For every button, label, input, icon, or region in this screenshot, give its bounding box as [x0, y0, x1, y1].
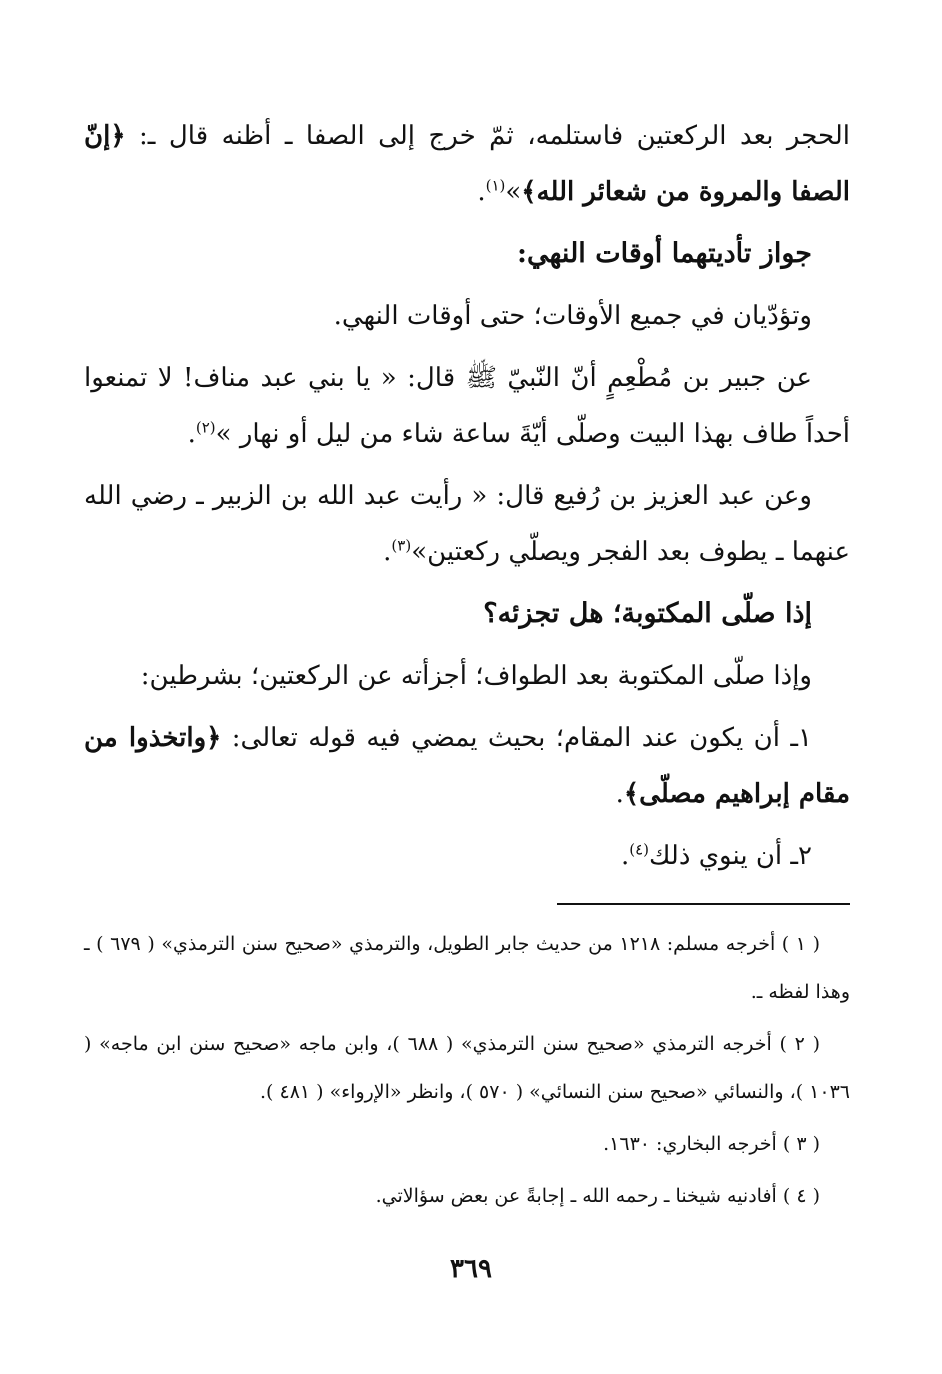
quran-quote: ﴿واتخذوا من مقام إبراهيم مصلّى﴾ — [84, 723, 850, 809]
footnote-ref: (١) — [485, 176, 506, 195]
footnote: ( ١ ) أخرجه مسلم: ١٢١٨ من حديث جابر الطويل، والترمذي «صحيح سنن الترمذي» ( ٦٧٩ ) ـ وهذا لفظه ـ. — [84, 933, 850, 1003]
condition-item — [84, 828, 850, 884]
period: . — [383, 537, 392, 567]
footnotes — [84, 920, 850, 1224]
footnote-ref: (٢) — [195, 418, 216, 437]
footnote: ( ٢ ) أخرجه الترمذي «صحيح سنن الترمذي» ( ٦٨٨ )، وابن ماجه «صحيح سنن ابن ماجه» ( ١٠٣٦ )، والنسائي «صحيح سنن النسائي» ( ٥٧٠ )، وانظر «الإرواء» ( ٤٨١ ). — [84, 1033, 850, 1103]
paragraph-text: عن جبير بن مُطْعِمٍ أنّ النّبيّ ﷺ قال: « يا بني عبد مناف! لا تمنعوا أحداً طاف بهذا البيت وصلّى أيّةَ ساعة شاء من ليل أو نهار » — [84, 363, 850, 449]
condition-item — [84, 710, 850, 822]
period: . — [477, 177, 486, 207]
quote-mark: » — [505, 177, 522, 207]
footnote-ref: (٤) — [629, 840, 650, 859]
period: . — [615, 779, 624, 809]
footnote: ( ٤ ) أفادنيه شيخنا ـ رحمه الله ـ إجابةً عن بعض سؤالاتي. — [375, 1185, 820, 1207]
hadith-paragraph — [84, 350, 850, 462]
footnote-ref: (٣) — [391, 536, 412, 555]
paragraph-text: وتؤدّيان في جميع الأوقات؛ حتى أوقات النهي. — [333, 301, 812, 331]
footnote: ( ٣ ) أخرجه البخاري: ١٦٣٠. — [603, 1133, 820, 1155]
paragraph-text: وعن عبد العزيز بن رُفيع قال: « رأيت عبد الله بن الزبير ـ رضي الله عنهما ـ يطوف بعد الفجر ويصلّي ركعتين» — [84, 481, 850, 567]
paragraph-text: ١ـ أن يكون عند المقام؛ بحيث يمضي فيه قوله تعالى: — [221, 723, 812, 753]
paragraph-continuation — [84, 108, 850, 220]
page-number: ٣٦٩ — [450, 1254, 492, 1284]
period: . — [187, 419, 196, 449]
section-heading: جواز تأديتهما أوقات النهي: — [517, 238, 812, 269]
section-heading: إذا صلّى المكتوبة؛ هل تجزئه؟ — [483, 598, 812, 629]
footnote-divider — [557, 903, 850, 905]
hadith-paragraph — [84, 468, 850, 580]
period: . — [620, 841, 630, 871]
paragraph-text: ٢ـ أن ينوي ذلك — [649, 841, 812, 871]
main-text — [84, 108, 850, 890]
paragraph-text: الحجر بعد الركعتين فاستلمه، ثمّ خرج إلى الصفا ـ أظنه قال ـ: — [125, 121, 850, 151]
quran-quote: ﴿إنّ الصفا والمروة من شعائر الله﴾ — [84, 121, 850, 207]
paragraph-text: وإذا صلّى المكتوبة بعد الطواف؛ أجزأته عن الركعتين؛ بشرطين: — [140, 661, 812, 691]
